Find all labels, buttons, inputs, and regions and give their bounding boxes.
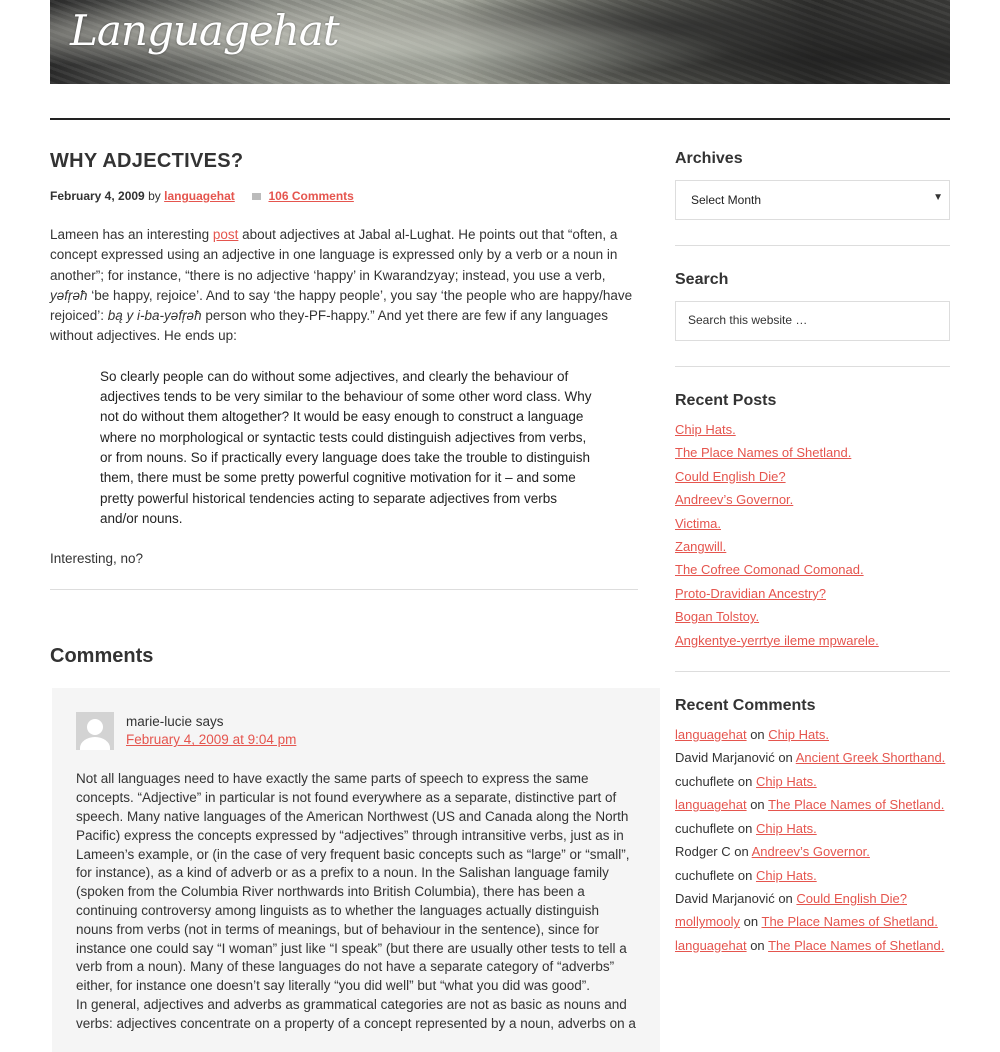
recent-comments-list xyxy=(675,723,950,957)
comment-header xyxy=(76,712,636,752)
recent-comment-on: on xyxy=(737,820,753,836)
recent-comment-author[interactable]: languagehat xyxy=(675,937,747,953)
recent-post-link[interactable]: Andreev’s Governor. xyxy=(675,492,794,508)
recent-comment-item xyxy=(675,934,950,957)
comment-author: marie-lucie says xyxy=(126,714,224,730)
site-header-banner[interactable] xyxy=(50,0,950,84)
recent-comment-item xyxy=(675,746,950,769)
archives-select-value: Select Month xyxy=(691,193,762,207)
italic-term: bą y i-ba-yəfŗəħ xyxy=(107,308,202,324)
recent-comment-item xyxy=(675,793,950,816)
comment-paragraph: Not all languages need to have exactly the same parts of speech to express the same concepts. “Adjective” in particular is not found everywhere as a separate, distinctive part of speech. Many native languages of the American Northwest (US and Canada along the North Pacific) express the concepts expressed by “adjectives” through intransitive verbs, just as in Lameen’s example, or (in the case of very frequent basic concepts such as “large” or “small”, for instance), as a kind of adverb or as a prefix to a noun. In the Salishan language family (spoken from the Columbia River northwards into British Columbia), there has been a continuing controversy among linguists as to whether the languages actually distinguish nouns from verbs (not in terms of meanings, but of behaviour in the sentence), since for instance one could say “I woman” just like “I speak” (but there are usually other tests to tell a verb from a noun). Many of these languages do not have a separate category of “adverbs” either, for instance one doesn’t say literally “you did well” but “what you did was good”. xyxy=(76,771,630,994)
recent-comments-title: Recent Comments xyxy=(675,697,816,715)
recent-post-item xyxy=(675,465,950,488)
recent-comment-author[interactable]: languagehat xyxy=(675,797,747,813)
recent-comment-item xyxy=(675,864,950,887)
recent-post-link[interactable]: Angkentye-yerrtye ileme mpwarele. xyxy=(675,632,879,648)
post-title: WHY ADJECTIVES? xyxy=(50,150,244,172)
recent-post-item xyxy=(675,605,950,628)
recent-comment-author[interactable]: languagehat xyxy=(675,727,747,743)
post-divider xyxy=(50,589,638,590)
recent-post-item xyxy=(675,418,950,441)
recent-comment-on: on xyxy=(750,727,765,743)
recent-post-link[interactable]: Proto-Dravidian Ancestry? xyxy=(675,585,827,601)
site-title[interactable]: Languagehat xyxy=(70,6,339,55)
recent-post-link[interactable]: Victima. xyxy=(675,515,721,531)
default-avatar-icon xyxy=(76,712,114,750)
sidebar xyxy=(675,150,950,957)
recent-comment-post-link[interactable]: The Place Names of Shetland. xyxy=(768,797,945,813)
text-segment: about adjectives at Jabal al-Lughat. He points out that “often, a concept expressed using an adjective in one language is expressed only by a verb or a noun in another”; for instance, “there is no adjective ‘happy’ in Kwarandzyay; instead, you use a verb, xyxy=(50,227,618,283)
recent-comment-on: on xyxy=(743,914,759,930)
italic-term: yəfŗəħ xyxy=(50,287,88,303)
text-segment: Lameen has an interesting xyxy=(50,227,213,242)
recent-comment-post-link[interactable]: Chip Hats. xyxy=(768,727,829,743)
post-blockquote: So clearly people can do without some adjectives, and clearly the behaviour of adjectives tends to be very similar to the behaviour of some other word class. Why not do without them altogether? It would be easy enough to construct a language where no morphological or syntactic tests could distinguish adjectives from verbs, or from nouns. So if practically every language does take the trouble to distinguish them, there must be some pretty powerful cognitive motivation for it – and some pretty powerful historical tendencies acting to separate adjectives from verbs and/or nouns. xyxy=(100,368,592,526)
recent-comment-post-link[interactable]: Chip Hats. xyxy=(755,773,817,789)
comment-paragraph: In general, adjectives and adverbs as grammatical categories are not as basic as nouns and verbs: adjectives concentrate on a property of a concept represented by a noun, adverbs on a xyxy=(76,997,636,1031)
recent-comment-on: on xyxy=(750,797,765,813)
recent-comment-post-link[interactable]: Chip Hats. xyxy=(755,820,817,836)
recent-post-item xyxy=(675,582,950,605)
recent-post-item xyxy=(675,512,950,535)
recent-comment-author: cuchuflete xyxy=(675,773,735,789)
recent-comment-author: David Marjanović xyxy=(675,750,775,766)
recent-posts-list xyxy=(675,418,950,652)
recent-comment-item xyxy=(675,817,950,840)
widget-divider xyxy=(675,671,950,672)
search-box xyxy=(675,301,950,341)
recent-comment-post-link[interactable]: Andreev’s Governor. xyxy=(751,844,870,860)
post-meta xyxy=(50,189,638,203)
recent-comment-author: cuchuflete xyxy=(675,820,735,836)
search-title: Search xyxy=(675,271,729,288)
recent-comment-on: on xyxy=(737,867,753,883)
recent-post-link[interactable]: Zangwill. xyxy=(675,539,727,555)
post-by: by xyxy=(148,189,161,203)
comments-count-link[interactable]: 106 Comments xyxy=(268,189,354,203)
post-author-link[interactable]: languagehat xyxy=(164,189,235,203)
comment-item xyxy=(52,688,660,1052)
archives-title: Archives xyxy=(675,150,743,167)
recent-comment-author: Rodger C xyxy=(675,844,731,860)
recent-post-item xyxy=(675,558,950,581)
main-content xyxy=(50,150,638,1052)
post-paragraph-closing: Interesting, no? xyxy=(50,551,144,567)
recent-post-link[interactable]: The Place Names of Shetland. xyxy=(675,445,852,461)
recent-comment-post-link[interactable]: Could English Die? xyxy=(796,890,907,906)
comments-heading: Comments xyxy=(50,645,154,668)
recent-comment-author: David Marjanović xyxy=(675,890,775,906)
recent-comment-item xyxy=(675,910,950,933)
recent-comment-item xyxy=(675,723,950,746)
comment-permalink[interactable]: February 4, 2009 at 9:04 pm xyxy=(126,732,297,748)
recent-comment-on: on xyxy=(737,773,753,789)
comment-body xyxy=(76,770,636,1033)
recent-post-item xyxy=(675,629,950,652)
widget-divider xyxy=(675,245,950,246)
recent-comment-on: on xyxy=(778,890,793,906)
recent-comment-post-link[interactable]: Chip Hats. xyxy=(755,867,817,883)
recent-comment-author[interactable]: mollymooly xyxy=(675,914,741,930)
recent-post-item xyxy=(675,488,950,511)
text-segment: person who they-PF-happy.” And yet there are few if any languages without adjectives. He ends up: xyxy=(50,308,609,344)
post-body xyxy=(50,225,638,569)
recent-comment-post-link[interactable]: Ancient Greek Shorthand. xyxy=(795,750,946,766)
post-paragraph xyxy=(50,225,638,347)
text-segment: ‘be happy, rejoice’. And to say ‘the happy people’, you say ‘the people who are happy/have rejoiced’: xyxy=(50,287,633,324)
recent-comment-item xyxy=(675,840,950,863)
recent-comment-author: cuchuflete xyxy=(675,867,735,883)
header-divider xyxy=(50,118,950,120)
recent-comment-item xyxy=(675,887,950,910)
recent-post-item xyxy=(675,441,950,464)
chevron-down-icon: ▼ xyxy=(933,192,943,203)
recent-comment-post-link[interactable]: The Place Names of Shetland. xyxy=(768,937,945,953)
recent-post-link[interactable]: Bogan Tolstoy. xyxy=(675,609,760,625)
post-link[interactable]: post xyxy=(212,227,239,242)
post-date: February 4, 2009 xyxy=(50,189,145,203)
recent-comment-post-link[interactable]: The Place Names of Shetland. xyxy=(761,914,938,930)
recent-comment-on: on xyxy=(734,844,749,860)
widget-divider xyxy=(675,366,950,367)
recent-comment-item xyxy=(675,770,950,793)
recent-posts-title: Recent Posts xyxy=(675,392,777,409)
recent-comment-on: on xyxy=(778,750,793,766)
recent-post-link[interactable]: Could English Die? xyxy=(675,468,786,484)
comment-bubble-icon xyxy=(252,193,261,200)
recent-comment-on: on xyxy=(750,937,765,953)
recent-post-item xyxy=(675,535,950,558)
recent-post-link[interactable]: Chip Hats. xyxy=(675,422,736,437)
archives-select[interactable] xyxy=(675,180,950,220)
search-input[interactable] xyxy=(676,302,938,338)
recent-post-link[interactable]: The Cofree Comonad Comonad. xyxy=(675,562,864,578)
